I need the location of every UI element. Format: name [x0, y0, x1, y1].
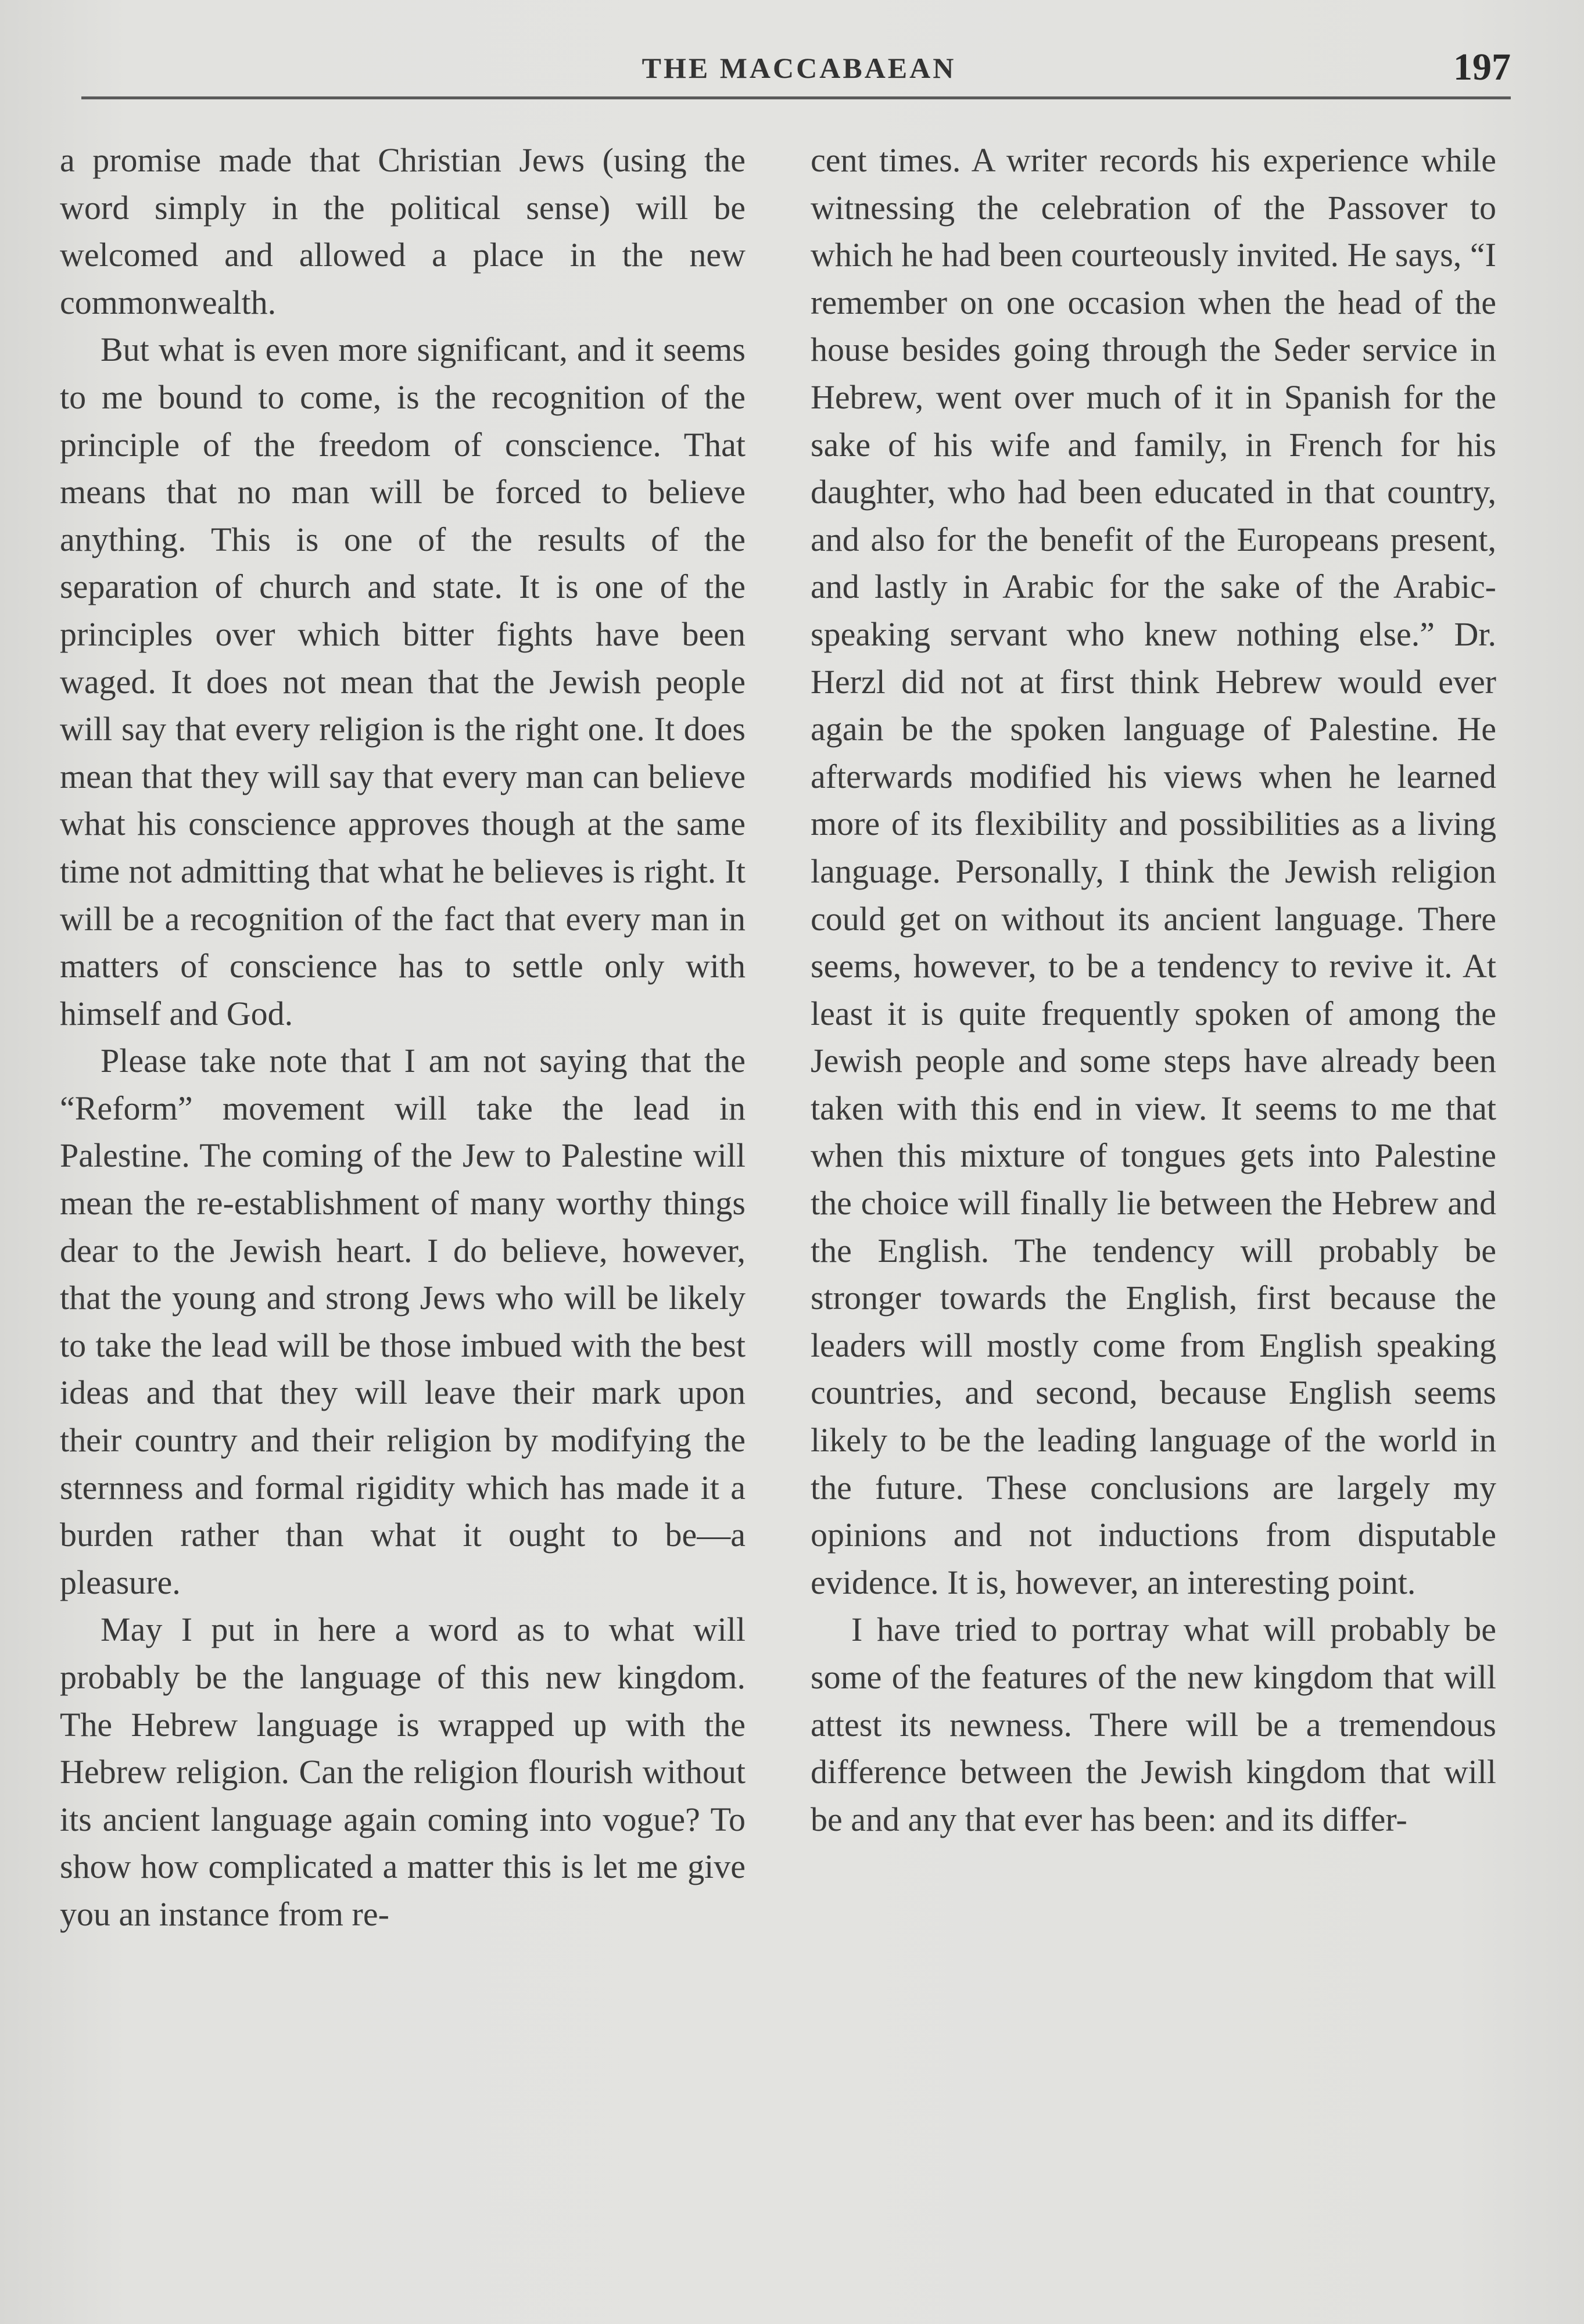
page-header — [81, 45, 1517, 98]
left-paragraph-1: a promise made that Christian Jews (using the word simply in the political sense) will be welcomed and allowed a place in the new commonwealth. — [60, 141, 746, 321]
right-paragraph-1: cent times. A writer records his experience while witnessing the celebration of the Passover to which he had been courteously invited. He says, “I remember on one occasion when the head of the house besides going through the Seder service in Hebrew, went over much of it in Spanish for the sake of his wife and family, in French for his daughter, who had been educated in that country, and also for the benefit of the Europeans present, and lastly in Arabic for the sake of the Arabic-speaking servant who knew nothing else.” Dr. Herzl did not at first think Hebrew would ever again be the spoken language of Palestine. He afterwards modified his views when he learned more of its flexibility and possibilities as a living language. Personally, I think the Jewish religion could get on without its ancient language. There seems, however, to be a tendency to revive it. At least it is quite frequently spoken of among the Jewish people and some steps have already been taken with this end in view. It seems to me that when this mixture of tongues gets into Palestine the choice will finally lie between the Hebrew and the English. The tendency will probably be stronger towards the English, first because the leaders will mostly come from English speaking countries, and second, because English seems likely to be the leading language of the world in the future. These conclusions are largely my opinions and not inductions from disputable evidence. It is, however, an interesting point. — [811, 141, 1496, 1601]
right-paragraph-2: I have tried to portray what will probably be some of the features of the new kingdom that will attest its newness. There will be a tremendous difference between the Jewish kingdom that will be and any that ever has been: and its differ- — [811, 1611, 1496, 1838]
left-paragraph-3: Please take note that I am not saying that the “Reform” movement will take the lead in Palestine. The coming of the Jew to Palestine will mean the re-establishment of many worthy things dear to the Jewish heart. I do believe, however, that the young and strong Jews who will be likely to take the lead will be those imbued with the best ideas and that they will leave their mark upon their country and their religion by modifying the sternness and formal rigidity which has made it a burden rather than what it ought to be—a pleasure. — [60, 1042, 746, 1601]
right-column — [811, 137, 1496, 1843]
left-paragraph-2: But what is even more significant, and it seems to me bound to come, is the recognition of the principle of the freedom of conscience. That means that no man will be forced to believe anything. This is one of the results of the separation of church and state. It is one of the principles over which bitter fights have been waged. It does not mean that the Jewish people will say that every religion is the right one. It does mean that they will say that every man can believe what his conscience approves though at the same time not admitting that what he believes is right. It will be a recognition of the fact that every man in matters of conscience has to settle only with himself and God. — [60, 331, 746, 1032]
header-rule — [81, 96, 1511, 99]
left-column — [60, 137, 746, 1938]
page-number: 197 — [1453, 46, 1511, 88]
running-title: THE MACCABAEAN — [642, 52, 956, 84]
left-paragraph-4: May I put in here a word as to what will probably be the language of this new kingdom. The Hebrew language is wrapped up with the Hebrew religion. Can the religion flourish without its ancient language again coming into vogue? To show how complicated a matter this is let me give you an instance from re- — [60, 1611, 746, 1933]
